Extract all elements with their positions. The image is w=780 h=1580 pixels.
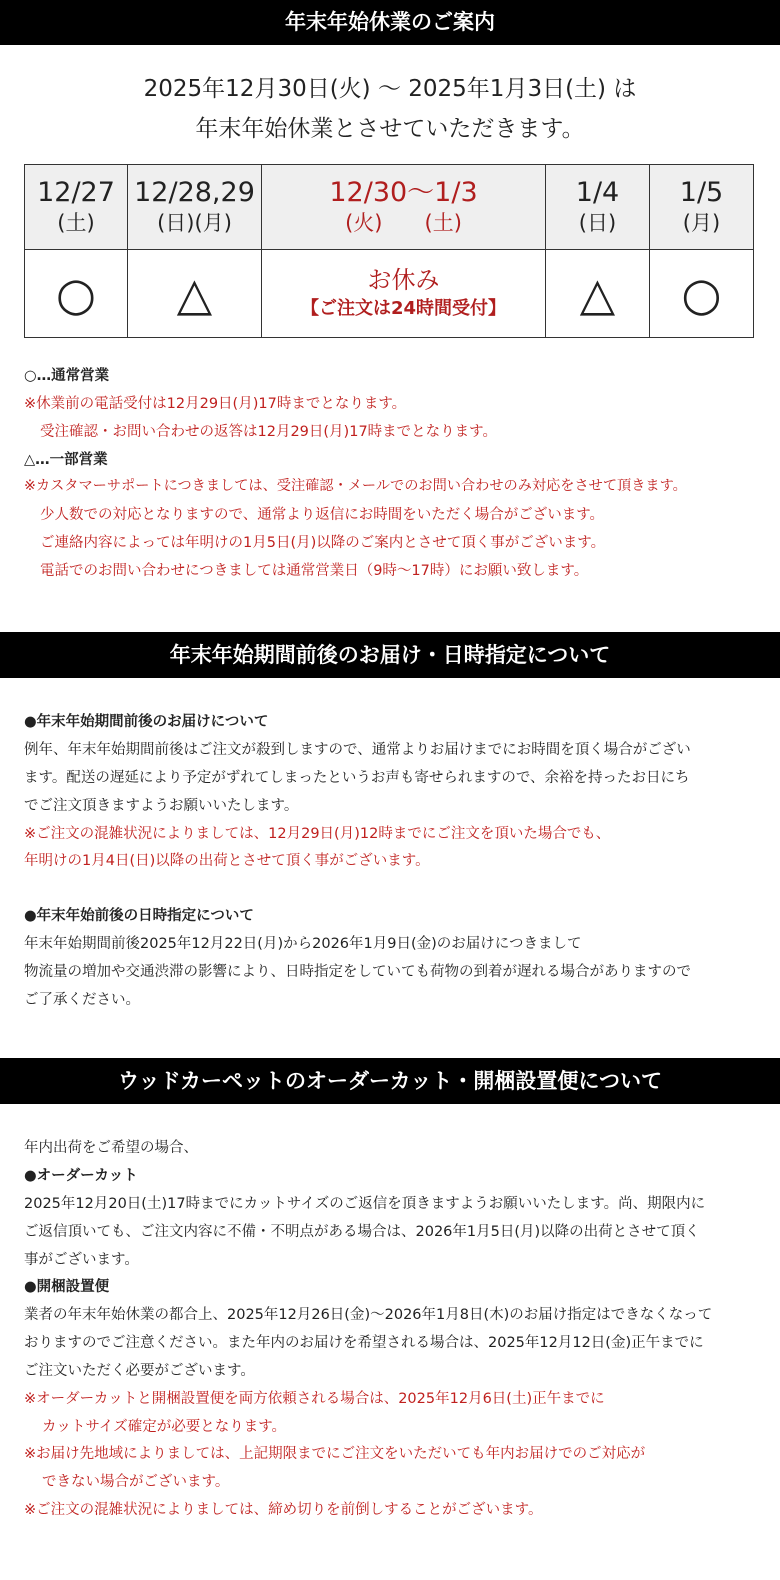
ordercut-heading: ●オーダーカット (24, 1168, 138, 1184)
schedule-date: 1/5 (679, 177, 724, 208)
closed-label: お休み (367, 265, 440, 294)
schedule-weekday: (土) (57, 211, 95, 235)
schedule-weekday: (日)(月) (157, 211, 232, 235)
status-closed (262, 250, 546, 338)
section-title-holiday: 年末年始休業のご案内 (0, 0, 780, 45)
datetime-text: ご了承ください。 (24, 992, 140, 1008)
installation-warning: できない場合がございます。 (42, 1474, 230, 1490)
circle-icon: ○ (55, 266, 97, 321)
schedule-table (24, 164, 754, 338)
installation-warning: ※お届け先地域によりましては、上記期限までにご注文をいただいても年内お届けでのご対応が (24, 1446, 646, 1462)
status-normal-icon (650, 250, 754, 338)
schedule-date: 12/28,29 (134, 177, 255, 208)
schedule-weekday: (日) (578, 211, 617, 235)
datetime-heading: ●年末年始前後の日時指定について (24, 908, 254, 924)
datetime-text: 物流量の増加や交通渋滞の影響により、日時指定をしていても荷物の到着が遅れる場合がありますので (24, 964, 691, 980)
section-title-wood-carpet: ウッドカーペットのオーダーカット・開梱設置便について (0, 1058, 780, 1104)
status-partial-icon (128, 250, 262, 338)
installation-text: ご注文いただく必要がございます。 (24, 1363, 255, 1379)
note-phone-hours: ※休業前の電話受付は12月29日(月)17時までとなります。 (24, 396, 407, 412)
schedule-date: 12/30〜1/3 (329, 177, 478, 208)
delivery-heading: ●年末年始期間前後のお届けについて (24, 714, 269, 730)
schedule-date: 1/4 (575, 177, 620, 208)
triangle-icon: △ (579, 266, 616, 321)
ordercut-text: ご返信頂いても、ご注文内容に不備・不明点がある場合は、2026年1月5日(月)以降の出荷とさせて頂く (24, 1224, 700, 1240)
intro-line-2: 年末年始休業とさせていただきます。 (195, 116, 585, 142)
status-partial-icon (546, 250, 650, 338)
note-reply-later: ご連絡内容によっては年明けの1月5日(月)以降のご案内とさせて頂く事がございます。 (40, 535, 606, 551)
circle-icon: ○ (681, 266, 722, 321)
schedule-weekday: (火) (土) (345, 211, 462, 235)
note-phone-normal: 電話でのお問い合わせにつきましては通常営業日（9時〜17時）にお願い致します。 (40, 563, 589, 579)
triangle-icon: △ (176, 266, 213, 321)
delivery-text: でご注文頂きますようお願いいたします。 (24, 798, 299, 814)
installation-warning: カットサイズ確定が必要となります。 (42, 1419, 287, 1435)
schedule-day-closed-period (262, 165, 546, 250)
closed-note: 【ご注文は24時間受付】 (300, 297, 507, 319)
section-title-delivery: 年末年始期間前後のお届け・日時指定について (0, 632, 780, 678)
schedule-day-1227 (25, 165, 128, 250)
status-normal-icon (25, 250, 128, 338)
schedule-date: 12/27 (37, 177, 115, 208)
ordercut-text: 事がございます。 (24, 1252, 139, 1268)
note-staff: 少人数での対応となりますので、通常より返信にお時間をいただく場合がございます。 (40, 507, 605, 523)
schedule-day-122829 (128, 165, 262, 250)
legend-normal: ○…通常営業 (24, 368, 110, 384)
installation-warning: ※ご注文の混雑状況によりましては、締め切りを前倒しすることがございます。 (24, 1502, 543, 1518)
schedule-day-15 (650, 165, 754, 250)
installation-text: 業者の年末年始休業の都合上、2025年12月26日(金)〜2026年1月8日(木)のお届け指定はできなくなって (24, 1307, 713, 1323)
note-reply-hours: 受注確認・お問い合わせの返答は12月29日(月)17時までとなります。 (40, 424, 498, 440)
installation-text: おりますのでご注意ください。また年内のお届けを希望される場合は、2025年12月12日(金)正午までに (24, 1335, 704, 1351)
legend-partial: △…一部営業 (24, 452, 108, 468)
delivery-text: ます。配送の遅延により予定がずれてしまったというお声も寄せられますので、余裕を持ったお日にち (24, 770, 690, 786)
datetime-text: 年末年始期間前後2025年12月22日(月)から2026年1月9日(金)のお届けにつきまして (24, 936, 582, 952)
schedule-status-row (25, 250, 754, 338)
schedule-weekday: (月) (682, 211, 721, 235)
schedule-header-row (25, 165, 754, 250)
installation-warning: ※オーダーカットと開梱設置便を両方依頼される場合は、2025年12月6日(土)正午までに (24, 1391, 605, 1407)
schedule-day-14 (546, 165, 650, 250)
delivery-warning: 年明けの1月4日(日)以降の出荷とさせて頂く事がございます。 (24, 853, 430, 869)
installation-heading: ●開梱設置便 (24, 1279, 110, 1295)
order-intro: 年内出荷をご希望の場合、 (24, 1140, 198, 1156)
note-support: ※カスタマーサポートにつきましては、受注確認・メールでのお問い合わせのみ対応をさせて頂きます。 (24, 478, 687, 494)
delivery-text: 例年、年末年始期間前後はご注文が殺到しますので、通常よりお届けまでにお時間を頂く場合がござい (24, 742, 691, 758)
delivery-warning: ※ご注文の混雑状況によりましては、12月29日(月)12時までにご注文を頂いた場合でも、 (24, 826, 611, 842)
ordercut-text: 2025年12月20日(土)17時までにカットサイズのご返信を頂きますようお願いいたします。尚、期限内に (24, 1196, 706, 1212)
intro-line-1: 2025年12月30日(火) 〜 2025年1月3日(土) は (143, 76, 637, 102)
